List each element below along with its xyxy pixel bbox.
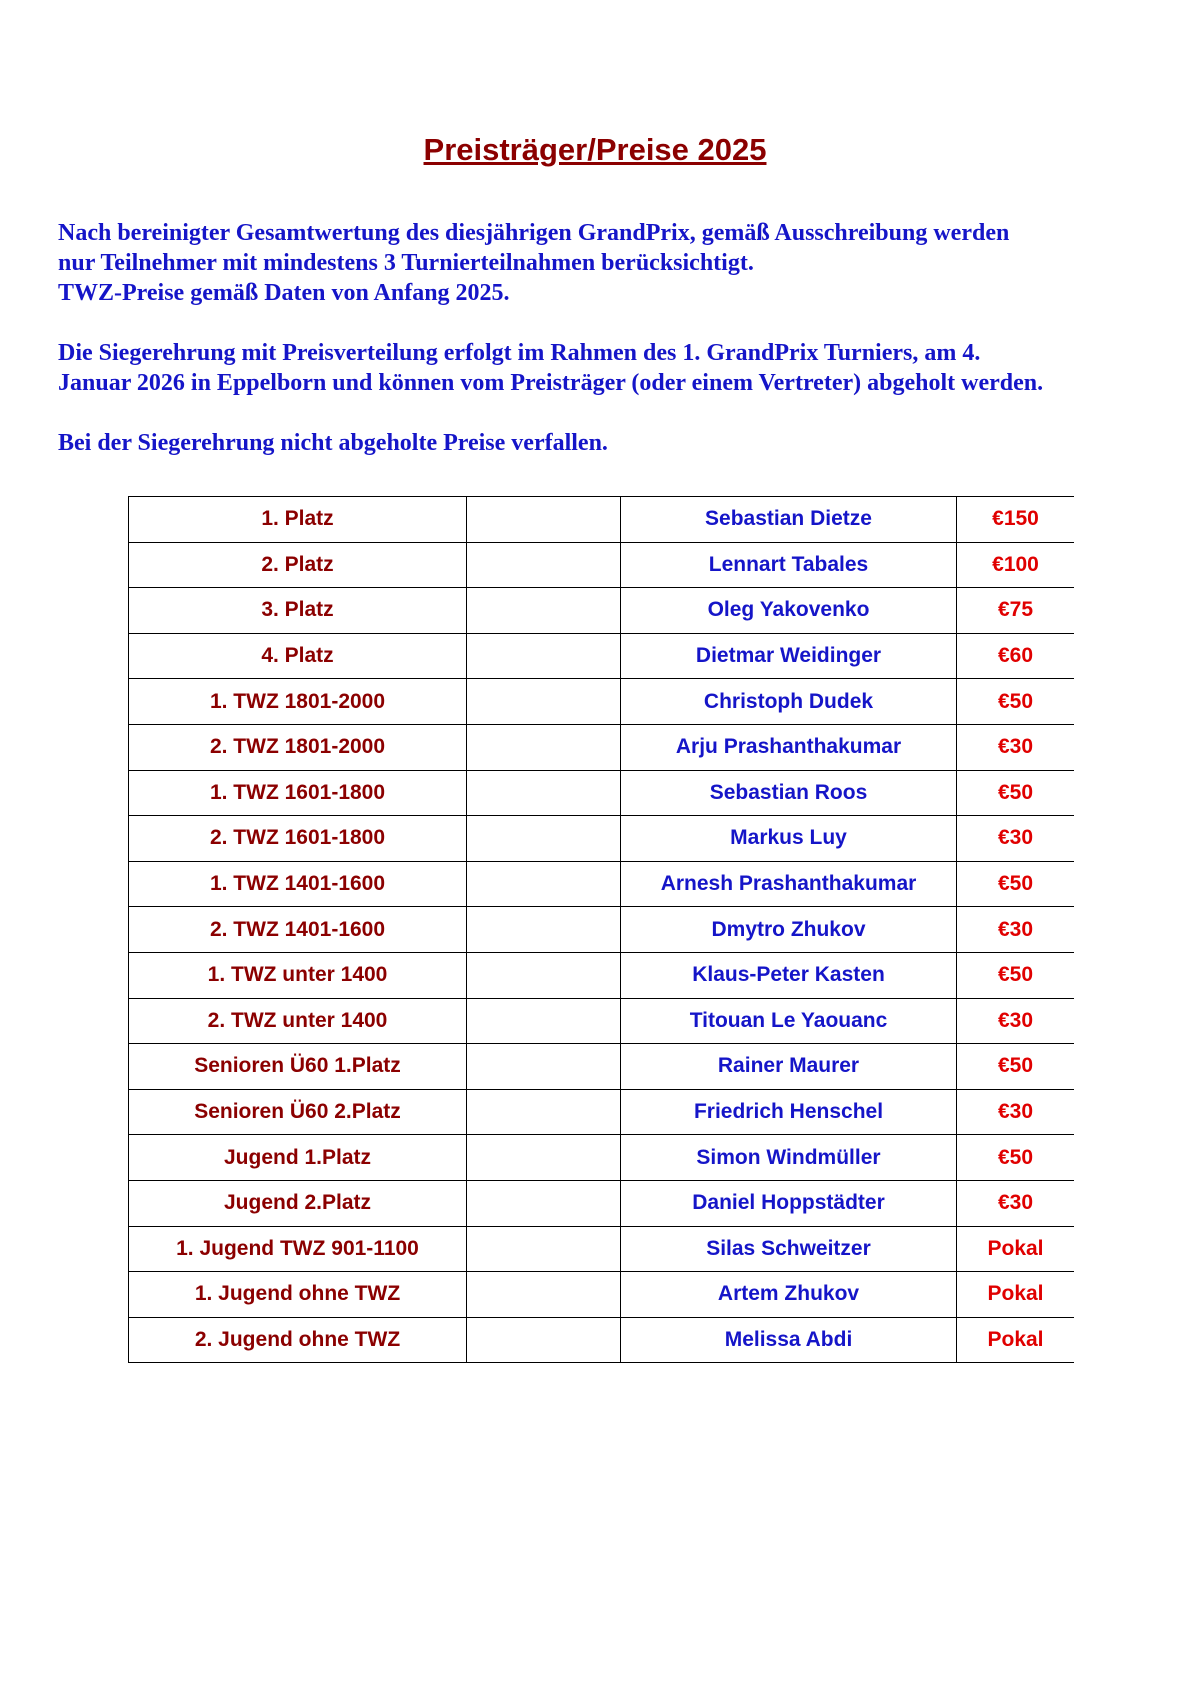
prize-category: 2. TWZ 1801-2000: [129, 724, 467, 770]
winner-name: Rainer Maurer: [621, 1044, 957, 1090]
empty-cell: [467, 1317, 621, 1363]
prize-amount: €100: [957, 542, 1075, 588]
intro-paragraph-ceremony: Die Siegerehrung mit Preisverteilung erfolgt im Rahmen des 1. GrandPrix Turniers, am 4. Januar 2026 in Eppelborn und können vom Preisträger (oder einem Vertreter) abgeholt werden.: [58, 340, 1044, 396]
prize-amount: €60: [957, 633, 1075, 679]
prize-amount: Pokal: [957, 1226, 1075, 1272]
table-row: [129, 770, 1075, 816]
empty-cell: [467, 588, 621, 634]
table-row: [129, 542, 1075, 588]
table-row: [129, 724, 1075, 770]
prize-category: 1. TWZ 1801-2000: [129, 679, 467, 725]
prize-table: [128, 496, 1074, 1363]
prize-amount: €50: [957, 679, 1075, 725]
prize-amount: €30: [957, 816, 1075, 862]
table-row: [129, 907, 1075, 953]
empty-cell: [467, 1089, 621, 1135]
empty-cell: [467, 770, 621, 816]
prize-category: Senioren Ü60 2.Platz: [129, 1089, 467, 1135]
table-row: [129, 1089, 1075, 1135]
table-row: [129, 1226, 1075, 1272]
winner-name: Simon Windmüller: [621, 1135, 957, 1181]
prize-category: Senioren Ü60 1.Platz: [129, 1044, 467, 1090]
winner-name: Markus Luy: [621, 816, 957, 862]
prize-amount: €30: [957, 1089, 1075, 1135]
prize-category: 2. TWZ unter 1400: [129, 998, 467, 1044]
prize-category: Jugend 2.Platz: [129, 1180, 467, 1226]
prize-amount: €30: [957, 1180, 1075, 1226]
winner-name: Melissa Abdi: [621, 1317, 957, 1363]
prize-amount: €150: [957, 497, 1075, 543]
winner-name: Daniel Hoppstädter: [621, 1180, 957, 1226]
table-row: [129, 952, 1075, 998]
table-row: [129, 998, 1075, 1044]
winner-name: Sebastian Dietze: [621, 497, 957, 543]
prize-amount: €50: [957, 1135, 1075, 1181]
empty-cell: [467, 998, 621, 1044]
winner-name: Dmytro Zhukov: [621, 907, 957, 953]
prize-amount: €75: [957, 588, 1075, 634]
winner-name: Sebastian Roos: [621, 770, 957, 816]
table-row: [129, 861, 1075, 907]
prize-amount: €50: [957, 952, 1075, 998]
prize-category: 1. Jugend ohne TWZ: [129, 1272, 467, 1318]
intro-paragraph-eligibility: Nach bereinigter Gesamtwertung des diesjährigen GrandPrix, gemäß Ausschreibung werden nur Teilnehmer mit mindestens 3 Turnierteilnahmen berücksichtigt. TWZ-Preise gemäß Daten von Anfang 2025.: [58, 220, 1010, 306]
prize-amount: €50: [957, 770, 1075, 816]
winner-name: Friedrich Henschel: [621, 1089, 957, 1135]
prize-category: 2. Platz: [129, 542, 467, 588]
empty-cell: [467, 542, 621, 588]
table-row: [129, 816, 1075, 862]
empty-cell: [467, 1226, 621, 1272]
prize-amount: €30: [957, 724, 1075, 770]
empty-cell: [467, 1044, 621, 1090]
table-row: [129, 1180, 1075, 1226]
winner-name: Dietmar Weidinger: [621, 633, 957, 679]
empty-cell: [467, 724, 621, 770]
empty-cell: [467, 497, 621, 543]
prize-amount: €30: [957, 907, 1075, 953]
empty-cell: [467, 861, 621, 907]
empty-cell: [467, 1180, 621, 1226]
intro-text: [58, 218, 1168, 458]
empty-cell: [467, 1135, 621, 1181]
table-row: [129, 497, 1075, 543]
table-row: [129, 1135, 1075, 1181]
winner-name: Titouan Le Yaouanc: [621, 998, 957, 1044]
prize-category: 1. TWZ 1601-1800: [129, 770, 467, 816]
prize-category: 2. Jugend ohne TWZ: [129, 1317, 467, 1363]
prize-category: Jugend 1.Platz: [129, 1135, 467, 1181]
prize-amount: €30: [957, 998, 1075, 1044]
table-row: [129, 633, 1075, 679]
winner-name: Silas Schweitzer: [621, 1226, 957, 1272]
prize-category: 4. Platz: [129, 633, 467, 679]
table-row: [129, 1044, 1075, 1090]
prize-amount: Pokal: [957, 1272, 1075, 1318]
table-row: [129, 679, 1075, 725]
prize-table-body: [129, 497, 1075, 1363]
empty-cell: [467, 907, 621, 953]
page-title: Preisträger/Preise 2025: [423, 132, 767, 167]
table-row: [129, 1317, 1075, 1363]
table-row: [129, 588, 1075, 634]
intro-paragraph-forfeit: Bei der Siegerehrung nicht abgeholte Preise verfallen.: [58, 430, 608, 456]
table-row: [129, 1272, 1075, 1318]
prize-category: 1. Jugend TWZ 901-1100: [129, 1226, 467, 1272]
prize-amount: Pokal: [957, 1317, 1075, 1363]
empty-cell: [467, 679, 621, 725]
winner-name: Arnesh Prashanthakumar: [621, 861, 957, 907]
winner-name: Artem Zhukov: [621, 1272, 957, 1318]
winner-name: Lennart Tabales: [621, 542, 957, 588]
winner-name: Christoph Dudek: [621, 679, 957, 725]
prize-category: 2. TWZ 1401-1600: [129, 907, 467, 953]
winner-name: Klaus-Peter Kasten: [621, 952, 957, 998]
empty-cell: [467, 952, 621, 998]
prize-amount: €50: [957, 861, 1075, 907]
empty-cell: [467, 816, 621, 862]
prize-category: 2. TWZ 1601-1800: [129, 816, 467, 862]
winner-name: Oleg Yakovenko: [621, 588, 957, 634]
prize-category: 3. Platz: [129, 588, 467, 634]
empty-cell: [467, 633, 621, 679]
prize-category: 1. Platz: [129, 497, 467, 543]
empty-cell: [467, 1272, 621, 1318]
prize-category: 1. TWZ 1401-1600: [129, 861, 467, 907]
prize-amount: €50: [957, 1044, 1075, 1090]
prize-category: 1. TWZ unter 1400: [129, 952, 467, 998]
winner-name: Arju Prashanthakumar: [621, 724, 957, 770]
